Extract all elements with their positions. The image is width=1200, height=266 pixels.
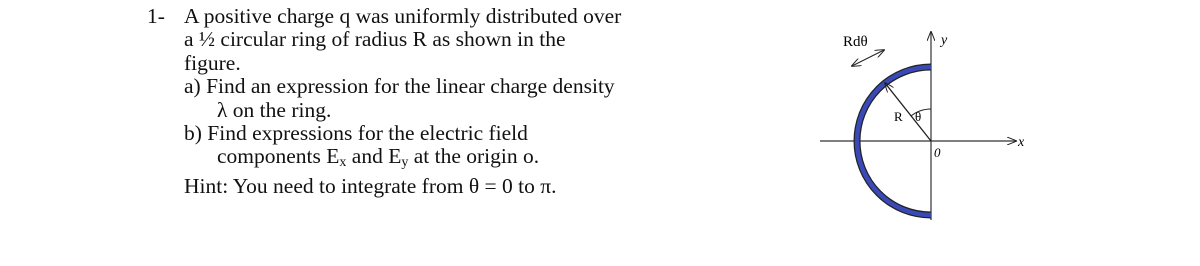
part-a-continuation: λ on the ring. xyxy=(217,97,332,122)
part-b xyxy=(147,122,707,145)
part-b-continuation: components $E_x$ and $E_y$ at the origin o. xyxy=(217,144,540,171)
x-axis-label: x xyxy=(1018,135,1025,150)
y-axis-label: y xyxy=(941,33,948,48)
part-a-text: Find an expression for the linear charge density xyxy=(206,74,615,99)
problem-number: 1- xyxy=(147,4,165,28)
problem-line-2: a ½ circular ring of radius R as shown in the xyxy=(184,27,566,52)
problem-text xyxy=(147,5,707,198)
rdtheta-arrow xyxy=(852,50,884,66)
part-a-label: a) xyxy=(184,74,201,99)
part-b-text: Find expressions for the electric field xyxy=(207,121,528,146)
ey-subscript: y xyxy=(401,155,409,171)
theta-label: θ xyxy=(915,109,922,124)
part-b-label: b) xyxy=(184,121,202,146)
radius-label: R xyxy=(894,109,903,124)
origin-label: 0 xyxy=(934,145,941,160)
problem-line-3: figure. xyxy=(184,50,241,75)
problem-line-1: 1- A positive charge q was uniformly distributed over xyxy=(147,4,622,28)
ex-subscript: x xyxy=(339,155,347,171)
radius-line xyxy=(885,83,931,141)
hint: Hint: You need to integrate from θ = 0 to π. xyxy=(184,173,557,198)
rdtheta-label: Rdθ xyxy=(843,34,868,50)
part-a xyxy=(147,75,707,98)
ring-figure xyxy=(810,20,1030,220)
